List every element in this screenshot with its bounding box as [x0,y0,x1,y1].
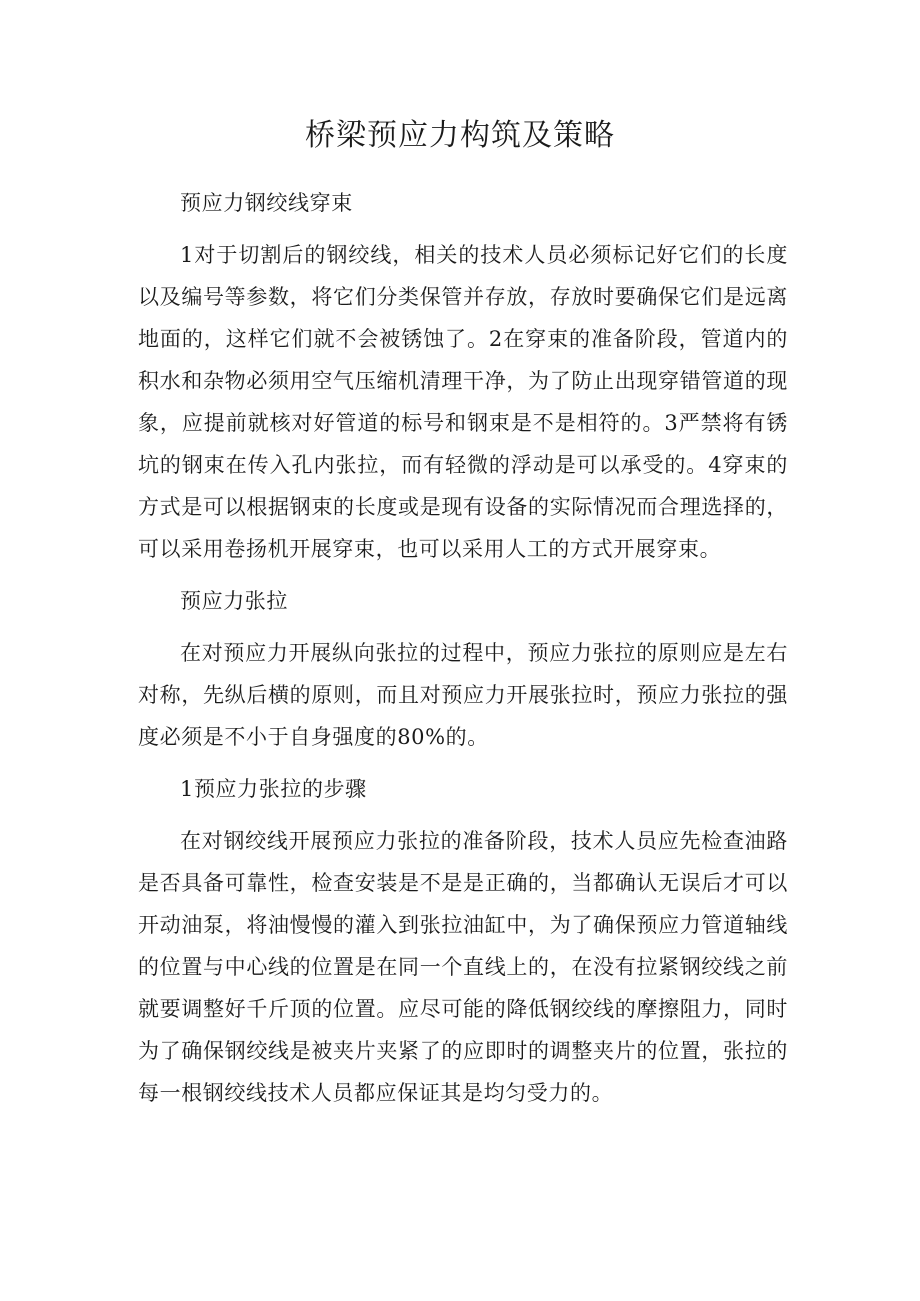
section-paragraph-strand-threading: 1对于切割后的钢绞线，相关的技术人员必须标记好它们的长度以及编号等参数，将它们分类保管并存放，存放时要确保它们是远离地面的，这样它们就不会被锈蚀了。2在穿束的准备阶段，管道内的积水和杂物必须用空气压缩机清理干净，为了防止出现穿错管道的现象，应提前就核对好管道的标号和钢束是不是相符的。3严禁将有锈坑的钢束在传入孔内张拉，而有轻微的浮动是可以承受的。4穿束的方式是可以根据钢束的长度或是现有设备的实际情况而合理选择的，可以采用卷扬机开展穿束，也可以采用人工的方式开展穿束。 [138,243,788,561]
document-body [138,182,788,1124]
page-title: 桥梁预应力构筑及策略 [305,118,615,153]
section-heading-prestress-tensioning: 预应力张拉 [180,589,288,613]
section-paragraph-prestress-tensioning: 在对预应力开展纵向张拉的过程中，预应力张拉的原则应是左右对称，先纵后横的原则，而且对预应力开展张拉时，预应力张拉的强度必须是不小于自身强度的80%的。 [138,641,788,749]
section-heading-strand-threading: 预应力钢绞线穿束 [180,191,353,215]
section-paragraph-tensioning-steps: 在对钢绞线开展预应力张拉的准备阶段，技术人员应先检查油路是否具备可靠性，检查安装是不是是正确的，当都确认无误后才可以开动油泵，将油慢慢的灌入到张拉油缸中，为了确保预应力管道轴线的位置与中心线的位置是在同一个直线上的，在没有拉紧钢绞线之前就要调整好千斤顶的位置。应尽可能的降低钢绞线的摩擦阻力，同时为了确保钢绞线是被夹片夹紧了的应即时的调整夹片的位置，张拉的每一根钢绞线技术人员都应保证其是均匀受力的。 [138,829,788,1105]
section-heading-tensioning-steps: 1预应力张拉的步骤 [180,777,367,801]
